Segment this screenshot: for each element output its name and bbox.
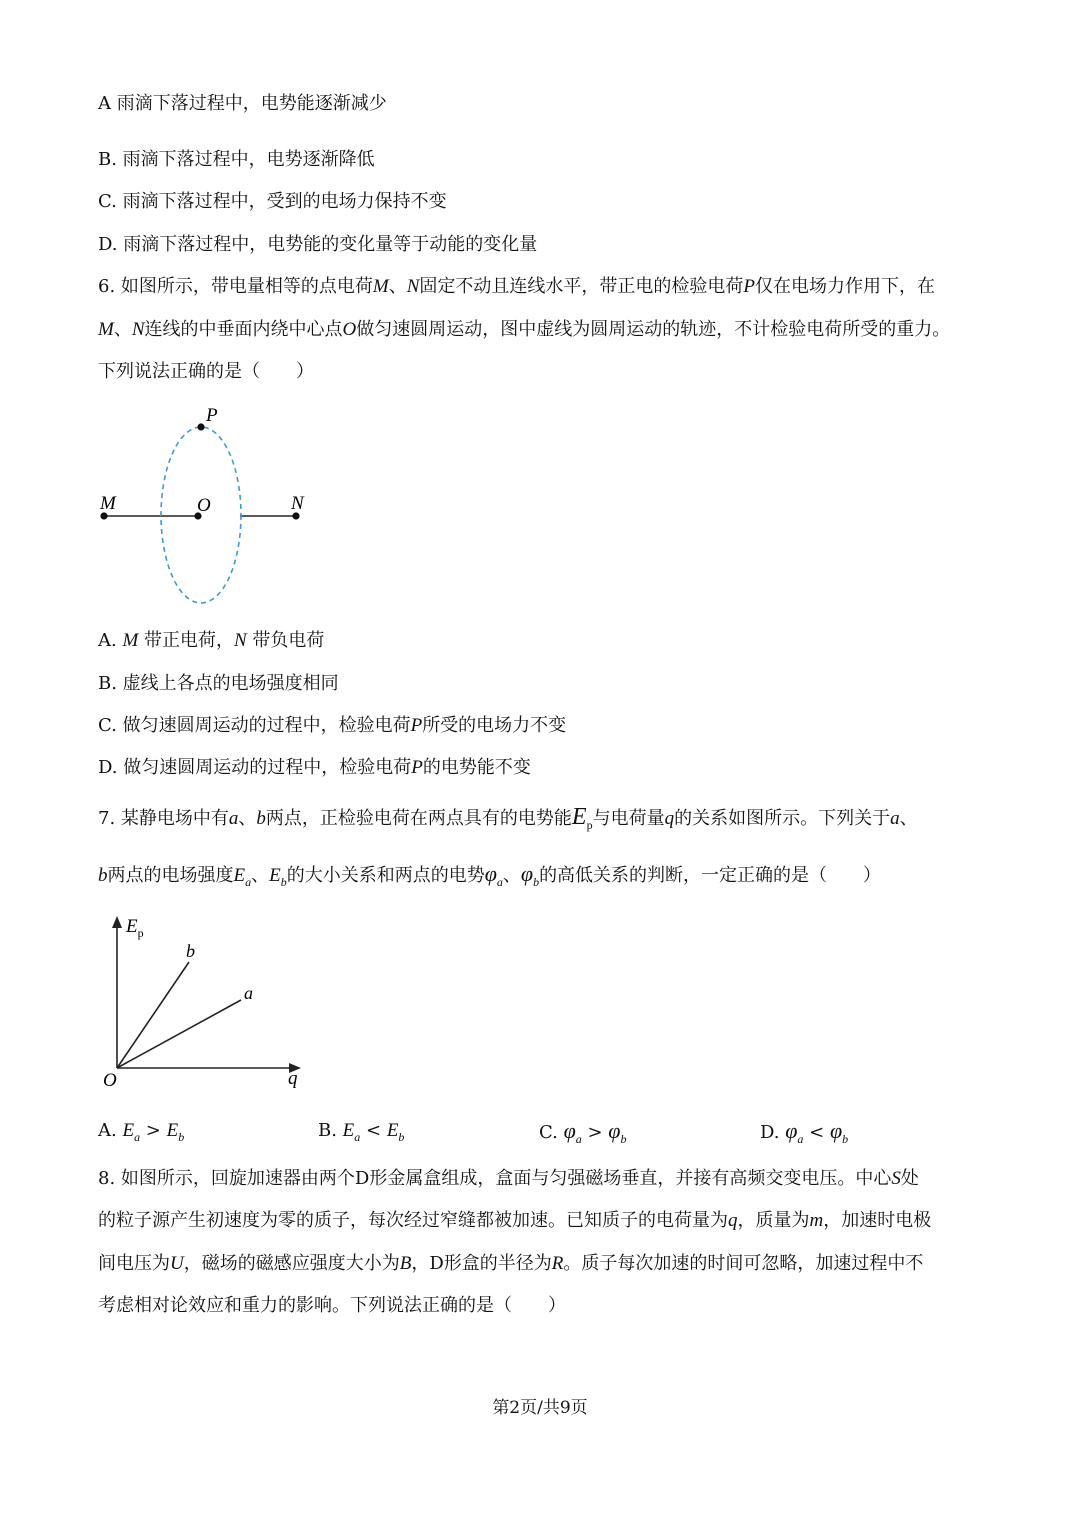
label-o: O bbox=[197, 495, 211, 516]
q6-stem-line-1: 6. 如图所示，带电量相等的点电荷M、N固定不动且连线水平，带正电的检验电荷P仅在电场力作用下，在 bbox=[98, 276, 936, 297]
q7-ep-vs-q-graph bbox=[95, 910, 315, 1095]
label-p: P bbox=[206, 405, 218, 426]
q6-option-b: B. 虚线上各点的电场强度相同 bbox=[98, 673, 339, 694]
q5-option-a: A 雨滴下落过程中，电势能逐渐减少 bbox=[98, 93, 387, 114]
q7-option-b: B. $E_a < E_b$ bbox=[318, 1120, 405, 1144]
line-a bbox=[117, 1000, 241, 1068]
y-axis-arrow-icon bbox=[112, 916, 122, 928]
q6-charge-orbit-figure bbox=[90, 395, 330, 615]
q6-stem-line-2: M、N连线的中垂面内绕中心点O做匀速圆周运动，图中虚线为圆周运动的轨迹，不计检验电荷所受的重力。 bbox=[98, 319, 951, 340]
q7-stem-line-1: 7. 某静电场中有a、b两点，正检验电荷在两点具有的电势能$E_p$与电荷量q的关系如图所示。下列关于a、 bbox=[98, 804, 918, 832]
point-p bbox=[197, 423, 204, 430]
q6-option-a: A. M 带正电荷，N 带负电荷 bbox=[98, 630, 325, 651]
label-n: N bbox=[291, 493, 304, 514]
label-m: M bbox=[100, 493, 116, 514]
q8-stem-line-1: 8. 如图所示，回旋加速器由两个D形金属盒组成，盒面与匀强磁场垂直，并接有高频交变电压。中心S处 bbox=[98, 1168, 919, 1189]
q7-option-a: A. $E_a > E_b$ bbox=[98, 1120, 185, 1144]
line-b-label: b bbox=[186, 941, 195, 961]
q6-stem-line-3: 下列说法正确的是（ ） bbox=[98, 361, 314, 382]
page-number-footer: 第2页/共9页 bbox=[492, 1398, 588, 1418]
q8-stem-line-3: 间电压为U，磁场的磁感应强度大小为B，D形盒的半径为R。质子每次加速的时间可忽略，加速过程中不 bbox=[98, 1253, 924, 1274]
origin-label: O bbox=[103, 1070, 117, 1091]
q7-stem-line-2: b两点的电场强度$E_a$、$E_b$的大小关系和两点的电势$\varphi_a$、$\varphi_b$的高低关系的判断，一定正确的是（ ） bbox=[98, 861, 882, 889]
q8-stem-line-2: 的粒子源产生初速度为零的质子，每次经过窄缝都被加速。已知质子的电荷量为q，质量为m，加速时电极 bbox=[98, 1210, 932, 1231]
q8-stem-line-4: 考虑相对论效应和重力的影响。下列说法正确的是（ ） bbox=[98, 1295, 566, 1316]
line-a-label: a bbox=[244, 983, 253, 1003]
q6-option-c: C. 做匀速圆周运动的过程中，检验电荷P所受的电场力不变 bbox=[98, 715, 567, 736]
q7-option-c: C. $\varphi_a > \varphi_b$ bbox=[539, 1118, 627, 1146]
q7-option-d: D. $\varphi_a < \varphi_b$ bbox=[760, 1118, 849, 1146]
q6-option-d: D. 做匀速圆周运动的过程中，检验电荷P的电势能不变 bbox=[98, 757, 531, 778]
y-axis-label: $E_p$ bbox=[126, 916, 144, 940]
q5-option-b: B. 雨滴下落过程中，电势逐渐降低 bbox=[98, 149, 375, 170]
q5-option-c: C. 雨滴下落过程中，受到的电场力保持不变 bbox=[98, 191, 447, 212]
x-axis-label: q bbox=[288, 1068, 298, 1089]
q5-option-d: D. 雨滴下落过程中，电势能的变化量等于动能的变化量 bbox=[98, 234, 538, 255]
line-b bbox=[117, 962, 189, 1068]
